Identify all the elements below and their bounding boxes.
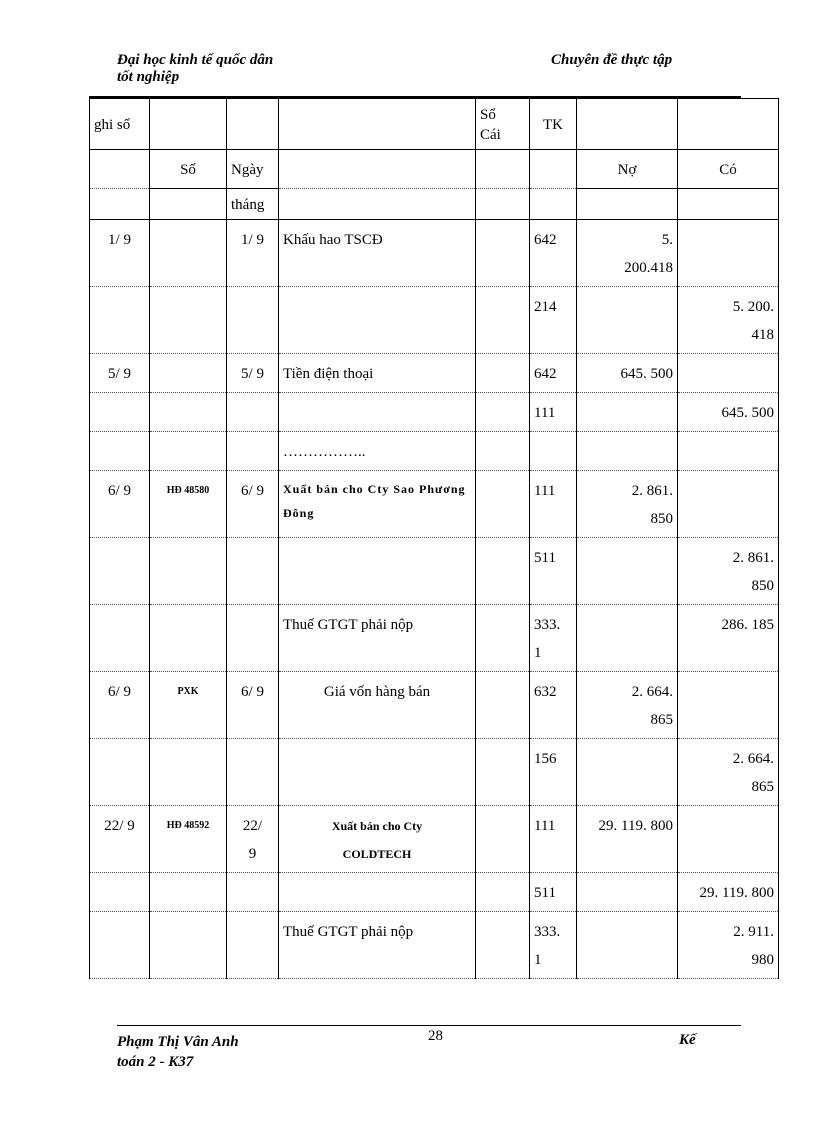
debit-amount: 2. 861. 850 <box>577 471 678 538</box>
debit-amount: 2. 664. 865 <box>577 672 678 739</box>
doc-date <box>227 605 279 672</box>
debit-amount: 29. 119. 800 <box>577 806 678 873</box>
description <box>279 873 476 912</box>
entry-date: 1/ 9 <box>90 220 150 287</box>
entry-date <box>90 605 150 672</box>
doc-date: 6/ 9 <box>227 471 279 538</box>
report-title: Chuyên đề thực tập <box>551 52 673 68</box>
description: Thuế GTGT phải nộp <box>279 605 476 672</box>
doc-number <box>150 393 227 432</box>
description <box>279 538 476 605</box>
ledger-row <box>90 739 779 806</box>
header-row-2 <box>90 150 779 189</box>
debit-amount <box>577 605 678 672</box>
credit-amount: 2. 911. 980 <box>678 912 779 979</box>
ledger-row <box>90 287 779 354</box>
description: Tiền điện thoại <box>279 354 476 393</box>
entry-date: 6/ 9 <box>90 471 150 538</box>
header-row-1 <box>90 99 779 150</box>
doc-date <box>227 538 279 605</box>
credit-amount <box>678 432 779 471</box>
doc-number: HĐ 48592 <box>150 806 227 873</box>
account-code: 111 <box>530 471 577 538</box>
col-co: Có <box>678 150 779 189</box>
description: Khấu hao TSCĐ <box>279 220 476 287</box>
doc-number <box>150 873 227 912</box>
ledger-row <box>90 220 779 287</box>
credit-amount: 29. 119. 800 <box>678 873 779 912</box>
debit-amount <box>577 287 678 354</box>
doc-number <box>150 220 227 287</box>
entry-date <box>90 432 150 471</box>
credit-amount: 645. 500 <box>678 393 779 432</box>
col-no: Nợ <box>577 150 678 189</box>
doc-date: 1/ 9 <box>227 220 279 287</box>
account-code: 511 <box>530 538 577 605</box>
description: …………….. <box>279 432 476 471</box>
university-name: Đại học kinh tế quốc dân <box>117 52 274 68</box>
debit-amount: 5. 200.418 <box>577 220 678 287</box>
doc-number <box>150 739 227 806</box>
doc-date <box>227 873 279 912</box>
ledger-row <box>90 873 779 912</box>
doc-date <box>227 912 279 979</box>
col-ghi-so: ghi sổ <box>90 99 150 150</box>
entry-date <box>90 912 150 979</box>
col-ngay: Ngày <box>227 150 279 189</box>
doc-number <box>150 605 227 672</box>
col-thang: tháng <box>227 189 279 220</box>
doc-number <box>150 538 227 605</box>
col-so-cai: Sổ Cái <box>476 99 530 150</box>
entry-date <box>90 393 150 432</box>
account-code: 333. 1 <box>530 605 577 672</box>
header-row-3 <box>90 189 779 220</box>
account-code <box>530 432 577 471</box>
doc-date <box>227 393 279 432</box>
doc-number <box>150 912 227 979</box>
header-left <box>117 52 273 86</box>
debit-amount <box>577 432 678 471</box>
credit-amount <box>678 354 779 393</box>
col-tk: TK <box>530 99 577 150</box>
account-code: 642 <box>530 220 577 287</box>
debit-amount <box>577 393 678 432</box>
description: Xuất bán cho Cty Sao Phương Đông <box>279 471 476 538</box>
doc-number <box>150 432 227 471</box>
ledger-row <box>90 912 779 979</box>
debit-amount: 645. 500 <box>577 354 678 393</box>
doc-date: 5/ 9 <box>227 354 279 393</box>
account-code: 156 <box>530 739 577 806</box>
description: Giá vốn hàng bán <box>279 672 476 739</box>
author-name: Phạm Thị Vân Anh <box>117 1034 239 1050</box>
entry-date: 5/ 9 <box>90 354 150 393</box>
header-left-line2: tốt nghiệp <box>117 69 180 85</box>
footer-right: Kế <box>679 1032 696 1048</box>
debit-amount <box>577 873 678 912</box>
ledger-row <box>90 471 779 538</box>
account-code: 642 <box>530 354 577 393</box>
doc-date <box>227 739 279 806</box>
credit-amount: 2. 664. 865 <box>678 739 779 806</box>
ledger-table <box>89 98 779 979</box>
author-class: toán 2 - K37 <box>117 1054 194 1070</box>
debit-amount <box>577 739 678 806</box>
footer-left <box>117 1032 239 1072</box>
ledger-row <box>90 672 779 739</box>
entry-date <box>90 739 150 806</box>
doc-number <box>150 354 227 393</box>
description: Xuất bán cho Cty COLDTECH <box>279 806 476 873</box>
debit-amount <box>577 538 678 605</box>
ledger-row <box>90 432 779 471</box>
entry-date <box>90 538 150 605</box>
debit-amount <box>577 912 678 979</box>
account-code: 632 <box>530 672 577 739</box>
entry-date: 6/ 9 <box>90 672 150 739</box>
doc-date <box>227 287 279 354</box>
account-code: 214 <box>530 287 577 354</box>
credit-amount <box>678 806 779 873</box>
doc-number <box>150 287 227 354</box>
ledger-row <box>90 605 779 672</box>
doc-date: 6/ 9 <box>227 672 279 739</box>
ledger-row <box>90 538 779 605</box>
account-code: 111 <box>530 393 577 432</box>
page-number: 28 <box>428 1028 443 1044</box>
description <box>279 393 476 432</box>
credit-amount <box>678 672 779 739</box>
ledger-row <box>90 806 779 873</box>
entry-date: 22/ 9 <box>90 806 150 873</box>
account-code: 111 <box>530 806 577 873</box>
credit-amount: 5. 200. 418 <box>678 287 779 354</box>
credit-amount: 286. 185 <box>678 605 779 672</box>
credit-amount <box>678 220 779 287</box>
credit-amount <box>678 471 779 538</box>
doc-date: 22/ 9 <box>227 806 279 873</box>
entry-date <box>90 873 150 912</box>
footer-rule <box>117 1025 741 1026</box>
ledger-row <box>90 354 779 393</box>
ledger-row <box>90 393 779 432</box>
description: Thuế GTGT phải nộp <box>279 912 476 979</box>
doc-number: PXK <box>150 672 227 739</box>
col-so: Số <box>150 150 227 189</box>
account-code: 333. 1 <box>530 912 577 979</box>
description <box>279 287 476 354</box>
credit-amount: 2. 861. 850 <box>678 538 779 605</box>
account-code: 511 <box>530 873 577 912</box>
doc-date <box>227 432 279 471</box>
doc-number: HĐ 48580 <box>150 471 227 538</box>
entry-date <box>90 287 150 354</box>
description <box>279 739 476 806</box>
